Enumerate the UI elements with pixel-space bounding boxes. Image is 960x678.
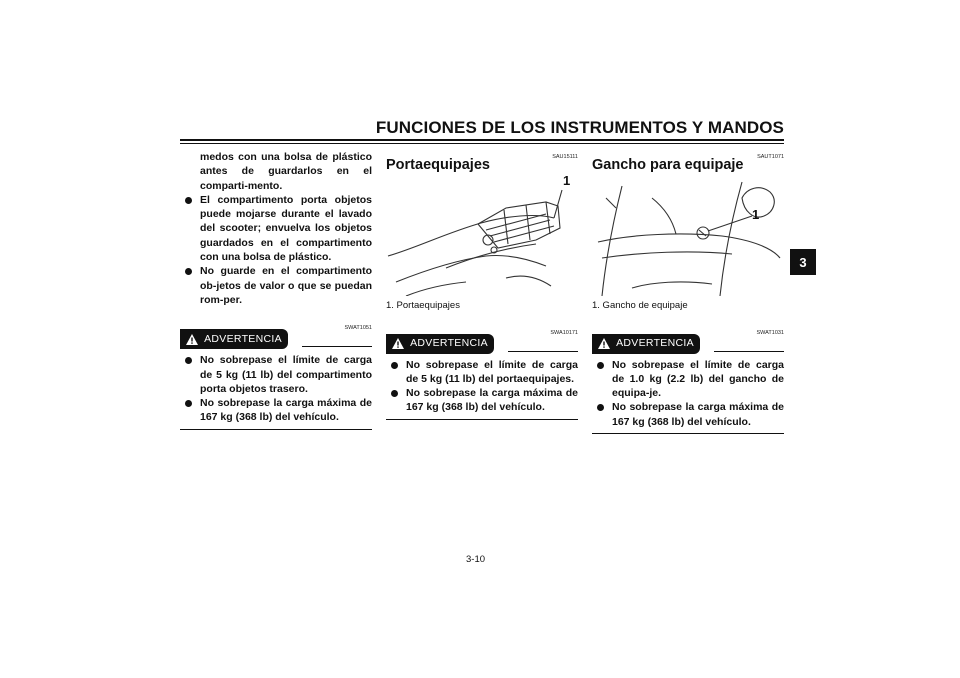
warning-icon [598, 338, 610, 349]
list-item: El compartimento porta objetos puede mojarse durante el lavado del scooter; envuelva los objetos guardados en el compartimento con una bolsa de plástico. [180, 193, 372, 264]
luggage-hook-photo [592, 178, 784, 296]
photo-caption: 1. Gancho de equipaje [592, 300, 688, 312]
warning-line [508, 351, 578, 352]
warning-line [714, 351, 784, 352]
bullet-icon [185, 357, 192, 364]
bullet-icon [391, 362, 398, 369]
column-3 [592, 150, 784, 434]
header-rule-thin [180, 143, 784, 144]
section-title: Portaequipajes [386, 157, 490, 173]
warning-banner [386, 334, 578, 354]
page-header-title: FUNCIONES DE LOS INSTRUMENTOS Y MANDOS [375, 118, 784, 137]
warning-item: No sobrepase la carga máxima de 167 kg (368 lb) del vehículo. [386, 386, 578, 415]
warning-line [302, 346, 372, 347]
chapter-tab: 3 [790, 249, 816, 275]
warning-item: No sobrepase el límite de carga de 5 kg (11 lb) del portaequipajes. [386, 358, 578, 387]
warning-item: No sobrepase el límite de carga de 1.0 kg (2.2 lb) del gancho de equipa-je. [592, 358, 784, 401]
luggage-hook-illustration [592, 178, 784, 296]
intro-text: medos con una bolsa de plástico antes de guardarlos en el comparti-mento. [200, 151, 372, 192]
warning-item: No sobrepase el límite de carga de 5 kg (11 lb) del compartimento porta objetos trasero. [180, 353, 372, 396]
warning-badge: ADVERTENCIA [180, 329, 288, 349]
warning-item: No sobrepase la carga máxima de 167 kg (368 lb) del vehículo. [180, 396, 372, 425]
section-code: SAU15111 [552, 154, 578, 160]
section-code: SAUT1071 [757, 154, 784, 160]
bullet-icon [597, 362, 604, 369]
warning-badge: ADVERTENCIA [386, 334, 494, 354]
warning-badge: ADVERTENCIA [592, 334, 700, 354]
bullet-icon [185, 197, 192, 204]
warning-code: SWAT1031 [756, 329, 784, 336]
column-2 [386, 150, 578, 420]
header-rule [180, 139, 784, 141]
warning-item: No sobrepase la carga máxima de 167 kg (368 lb) del vehículo. [592, 400, 784, 429]
section-title: Gancho para equipaje [592, 157, 744, 173]
bullet-icon [597, 404, 604, 411]
callout-number: 1 [752, 207, 760, 223]
bullet-icon [391, 390, 398, 397]
luggage-rack-photo [386, 173, 578, 296]
warning-code: SWAT1051 [344, 325, 372, 332]
warning-end-rule [386, 419, 578, 420]
warning-end-rule [592, 433, 784, 434]
photo-caption: 1. Portaequipajes [386, 300, 460, 312]
warning-banner [592, 334, 784, 354]
warning-end-rule [180, 429, 372, 430]
warning-icon [392, 338, 404, 349]
column-1 [180, 150, 372, 430]
luggage-rack-illustration [386, 178, 578, 296]
callout-number: 1 [563, 173, 571, 189]
warning-code: SWA10171 [550, 329, 578, 336]
bullet-icon [185, 400, 192, 407]
list-item: No guarde en el compartimento ob-jetos de valor o que se puedan rom-per. [180, 264, 372, 307]
bullet-icon [185, 268, 192, 275]
warning-banner [180, 329, 372, 349]
warning-icon [186, 334, 198, 345]
page-number: 3-10 [466, 554, 486, 565]
